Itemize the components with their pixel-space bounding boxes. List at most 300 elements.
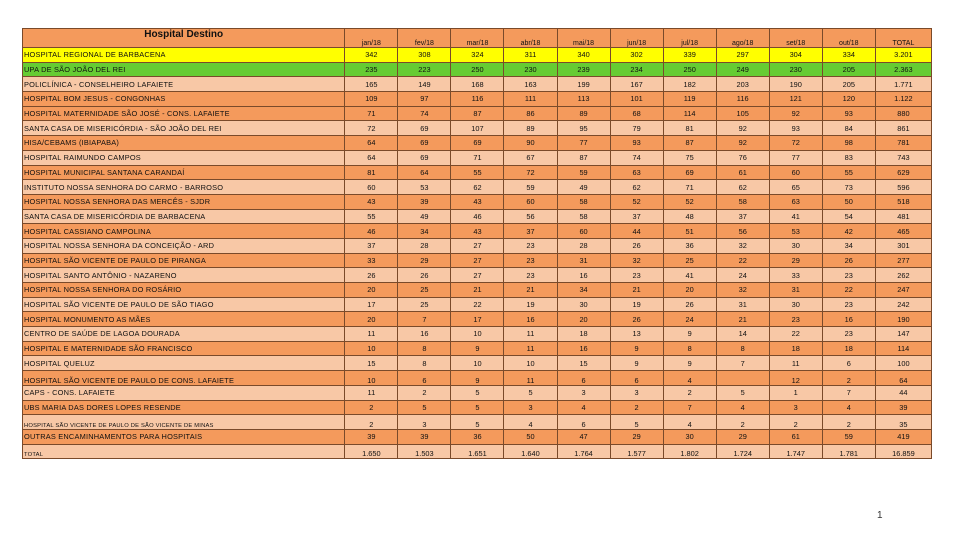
month-value-cell: 63 (610, 165, 663, 180)
month-value-cell: 31 (557, 253, 610, 268)
column-header-hospital: Hospital Destino (23, 29, 345, 48)
table-row (23, 297, 932, 312)
month-value-cell: 54 (822, 209, 875, 224)
month-value-cell: 203 (716, 77, 769, 92)
month-value-cell: 8 (663, 341, 716, 356)
hospital-name-cell: HOSPITAL RAIMUNDO CAMPOS (23, 150, 345, 165)
month-value-cell: 4 (822, 400, 875, 415)
month-value-cell: 2 (663, 385, 716, 400)
page-number: 1 (877, 510, 883, 521)
month-value-cell: 61 (769, 429, 822, 444)
month-value-cell: 41 (663, 268, 716, 283)
month-value-cell: 52 (610, 194, 663, 209)
month-value-cell: 93 (769, 121, 822, 136)
month-value-cell: 84 (822, 121, 875, 136)
month-value-cell: 79 (610, 121, 663, 136)
column-header-month: out/18 (822, 29, 875, 48)
hospital-name-cell: HOSPITAL SANTO ANTÔNIO - NAZARENO (23, 268, 345, 283)
month-value-cell: 92 (769, 106, 822, 121)
row-total-cell: 629 (875, 165, 931, 180)
row-total-cell: 861 (875, 121, 931, 136)
month-value-cell: 49 (557, 180, 610, 195)
month-value-cell: 34 (398, 224, 451, 239)
month-value-cell: 52 (663, 194, 716, 209)
month-value-cell: 12 (769, 371, 822, 386)
month-value-cell: 73 (822, 180, 875, 195)
month-value-cell: 7 (822, 385, 875, 400)
month-value-cell: 1.503 (398, 444, 451, 459)
month-value-cell: 43 (451, 224, 504, 239)
month-value-cell: 1.764 (557, 444, 610, 459)
month-value-cell: 71 (663, 180, 716, 195)
month-value-cell: 22 (822, 283, 875, 298)
month-value-cell: 11 (769, 356, 822, 371)
month-value-cell: 43 (451, 194, 504, 209)
month-value-cell: 62 (716, 180, 769, 195)
month-value-cell: 5 (504, 385, 557, 400)
month-value-cell: 37 (716, 209, 769, 224)
month-value-cell: 13 (610, 327, 663, 342)
month-value-cell: 47 (557, 429, 610, 444)
month-value-cell: 302 (610, 48, 663, 63)
month-value-cell: 50 (504, 429, 557, 444)
month-value-cell: 1.577 (610, 444, 663, 459)
month-value-cell: 116 (716, 92, 769, 107)
month-value-cell: 24 (716, 268, 769, 283)
table-row (23, 341, 932, 356)
month-value-cell: 1.650 (345, 444, 398, 459)
hospital-name-cell: SANTA CASA DE MISERICÓRDIA - SÃO JOÃO DEL REI (23, 121, 345, 136)
month-value-cell: 33 (769, 268, 822, 283)
month-value-cell: 69 (451, 136, 504, 151)
table-row (23, 429, 932, 444)
table-row (23, 385, 932, 400)
month-value-cell: 63 (769, 194, 822, 209)
table-row (23, 415, 932, 430)
month-value-cell: 87 (557, 150, 610, 165)
month-value-cell: 46 (451, 209, 504, 224)
month-value-cell: 2 (610, 400, 663, 415)
table-row (23, 312, 932, 327)
month-value-cell: 32 (716, 283, 769, 298)
month-value-cell: 93 (610, 136, 663, 151)
month-value-cell: 8 (716, 341, 769, 356)
table-row (23, 371, 932, 386)
hospital-name-cell: CAPS - CONS. LAFAIETE (23, 385, 345, 400)
month-value-cell: 65 (769, 180, 822, 195)
month-value-cell: 2 (345, 415, 398, 430)
month-value-cell: 324 (451, 48, 504, 63)
month-value-cell: 59 (822, 429, 875, 444)
month-value-cell: 149 (398, 77, 451, 92)
month-value-cell: 5 (610, 415, 663, 430)
month-value-cell: 2 (822, 415, 875, 430)
month-value-cell: 8 (398, 356, 451, 371)
month-value-cell: 27 (451, 268, 504, 283)
month-value-cell: 60 (504, 194, 557, 209)
month-value-cell: 30 (663, 429, 716, 444)
hospital-name-cell: UBS MARIA DAS DORES LOPES RESENDE (23, 400, 345, 415)
column-header-month: ago/18 (716, 29, 769, 48)
month-value-cell: 77 (557, 136, 610, 151)
month-value-cell: 16 (557, 268, 610, 283)
month-value-cell: 32 (716, 238, 769, 253)
row-total-cell: 35 (875, 415, 931, 430)
month-value-cell: 15 (557, 356, 610, 371)
month-value-cell: 334 (822, 48, 875, 63)
month-value-cell: 111 (504, 92, 557, 107)
hospital-name-cell: HISA/CEBAMS (IBIAPABA) (23, 136, 345, 151)
month-value-cell: 62 (610, 180, 663, 195)
month-value-cell: 339 (663, 48, 716, 63)
table-row (23, 77, 932, 92)
month-value-cell: 23 (769, 312, 822, 327)
row-total-cell: 44 (875, 385, 931, 400)
row-total-cell: 419 (875, 429, 931, 444)
row-total-cell: 190 (875, 312, 931, 327)
month-value-cell: 3 (557, 385, 610, 400)
month-value-cell: 29 (716, 429, 769, 444)
month-value-cell: 7 (716, 356, 769, 371)
hospital-name-cell: HOSPITAL SÃO VICENTE DE PAULO DE PIRANGA (23, 253, 345, 268)
month-value-cell: 39 (398, 429, 451, 444)
month-value-cell: 16 (557, 341, 610, 356)
month-value-cell: 30 (769, 297, 822, 312)
hospital-name-cell: CENTRO DE SAÚDE DE LAGOA DOURADA (23, 327, 345, 342)
hospital-name-cell: HOSPITAL NOSSA SENHORA DO ROSÁRIO (23, 283, 345, 298)
month-value-cell: 14 (716, 327, 769, 342)
month-value-cell: 3 (398, 415, 451, 430)
row-total-cell: 39 (875, 400, 931, 415)
month-value-cell: 113 (557, 92, 610, 107)
month-value-cell: 33 (345, 253, 398, 268)
month-value-cell: 311 (504, 48, 557, 63)
table-body (23, 48, 932, 459)
month-value-cell: 26 (398, 268, 451, 283)
month-value-cell: 60 (769, 165, 822, 180)
month-value-cell: 107 (451, 121, 504, 136)
month-value-cell: 29 (769, 253, 822, 268)
month-value-cell: 76 (716, 150, 769, 165)
month-value-cell: 119 (663, 92, 716, 107)
row-total-cell: 301 (875, 238, 931, 253)
month-value-cell: 23 (504, 268, 557, 283)
month-value-cell: 60 (557, 224, 610, 239)
month-value-cell: 26 (610, 238, 663, 253)
month-value-cell: 87 (663, 136, 716, 151)
month-value-cell: 31 (716, 297, 769, 312)
row-total-cell: 64 (875, 371, 931, 386)
month-value-cell: 4 (663, 415, 716, 430)
month-value-cell: 92 (716, 121, 769, 136)
table-row (23, 268, 932, 283)
month-value-cell: 297 (716, 48, 769, 63)
month-value-cell: 25 (398, 283, 451, 298)
hospital-name-cell: HOSPITAL MONUMENTO AS MÃES (23, 312, 345, 327)
month-value-cell: 165 (345, 77, 398, 92)
month-value-cell: 11 (504, 327, 557, 342)
month-value-cell: 205 (822, 77, 875, 92)
month-value-cell: 114 (663, 106, 716, 121)
month-value-cell: 11 (504, 341, 557, 356)
month-value-cell: 20 (345, 312, 398, 327)
month-value-cell: 26 (822, 253, 875, 268)
row-total-cell: 481 (875, 209, 931, 224)
month-value-cell: 97 (398, 92, 451, 107)
month-value-cell: 249 (716, 62, 769, 77)
hospital-name-cell: HOSPITAL REGIONAL DE BARBACENA (23, 48, 345, 63)
month-value-cell: 5 (398, 400, 451, 415)
table-row (23, 356, 932, 371)
month-value-cell: 16 (822, 312, 875, 327)
month-value-cell: 21 (504, 283, 557, 298)
row-total-cell: 16.859 (875, 444, 931, 459)
month-value-cell: 9 (451, 341, 504, 356)
table-row (23, 165, 932, 180)
month-value-cell: 69 (398, 150, 451, 165)
column-header-month: mai/18 (557, 29, 610, 48)
table-row (23, 106, 932, 121)
month-value-cell: 20 (557, 312, 610, 327)
month-value-cell: 31 (769, 283, 822, 298)
row-total-cell: 114 (875, 341, 931, 356)
month-value-cell: 89 (557, 106, 610, 121)
month-value-cell: 5 (451, 415, 504, 430)
month-value-cell: 74 (398, 106, 451, 121)
column-header-month: set/18 (769, 29, 822, 48)
column-header-month: mar/18 (451, 29, 504, 48)
month-value-cell: 64 (345, 136, 398, 151)
header-row (23, 29, 932, 48)
row-total-cell: 242 (875, 297, 931, 312)
month-value-cell: 67 (504, 150, 557, 165)
month-value-cell: 20 (345, 283, 398, 298)
month-value-cell: 10 (451, 327, 504, 342)
month-value-cell: 46 (345, 224, 398, 239)
month-value-cell: 58 (557, 194, 610, 209)
month-value-cell: 250 (663, 62, 716, 77)
table-row (23, 238, 932, 253)
month-value-cell: 44 (610, 224, 663, 239)
hospital-name-cell: UPA DE SÃO JOÃO DEL REI (23, 62, 345, 77)
month-value-cell: 58 (716, 194, 769, 209)
month-value-cell: 1.724 (716, 444, 769, 459)
month-value-cell: 2 (398, 385, 451, 400)
month-value-cell: 342 (345, 48, 398, 63)
month-value-cell: 55 (451, 165, 504, 180)
month-value-cell: 75 (663, 150, 716, 165)
row-total-cell: 2.363 (875, 62, 931, 77)
month-value-cell: 53 (398, 180, 451, 195)
month-value-cell: 59 (504, 180, 557, 195)
hospital-name-cell: HOSPITAL NOSSA SENHORA DAS MERCÊS - SJDR (23, 194, 345, 209)
table-row (23, 150, 932, 165)
column-header-month: jun/18 (610, 29, 663, 48)
hospital-name-cell: HOSPITAL BOM JESUS - CONGONHAS (23, 92, 345, 107)
month-value-cell: 72 (345, 121, 398, 136)
table-row (23, 194, 932, 209)
month-value-cell: 11 (504, 371, 557, 386)
month-value-cell: 98 (822, 136, 875, 151)
row-total-cell: 1.122 (875, 92, 931, 107)
row-total-cell: 518 (875, 194, 931, 209)
month-value-cell: 22 (716, 253, 769, 268)
row-total-cell: 147 (875, 327, 931, 342)
month-value-cell: 11 (345, 327, 398, 342)
month-value-cell: 5 (451, 385, 504, 400)
table-row (23, 224, 932, 239)
month-value-cell: 81 (345, 165, 398, 180)
hospital-name-cell: HOSPITAL MUNICIPAL SANTANA CARANDAÍ (23, 165, 345, 180)
month-value-cell: 95 (557, 121, 610, 136)
month-value-cell: 116 (451, 92, 504, 107)
month-value-cell: 77 (769, 150, 822, 165)
month-value-cell: 55 (345, 209, 398, 224)
column-header-month: fev/18 (398, 29, 451, 48)
month-value-cell: 22 (451, 297, 504, 312)
month-value-cell: 18 (769, 341, 822, 356)
month-value-cell: 29 (398, 253, 451, 268)
month-value-cell: 17 (345, 297, 398, 312)
month-value-cell: 39 (398, 194, 451, 209)
month-value-cell: 1.802 (663, 444, 716, 459)
month-value-cell: 48 (663, 209, 716, 224)
month-value-cell: 26 (345, 268, 398, 283)
row-total-cell: 743 (875, 150, 931, 165)
month-value-cell: 1.747 (769, 444, 822, 459)
column-header-total: TOTAL (875, 29, 931, 48)
month-value-cell: 20 (663, 283, 716, 298)
hospital-destination-table (22, 28, 932, 459)
month-value-cell: 4 (716, 400, 769, 415)
column-header-month: jan/18 (345, 29, 398, 48)
month-value-cell: 41 (769, 209, 822, 224)
month-value-cell: 10 (345, 371, 398, 386)
month-value-cell: 71 (451, 150, 504, 165)
month-value-cell: 37 (610, 209, 663, 224)
row-total-cell: 3.201 (875, 48, 931, 63)
hospital-name-cell: POLICLÍNICA - CONSELHEIRO LAFAIETE (23, 77, 345, 92)
row-total-cell: 596 (875, 180, 931, 195)
month-value-cell: 2 (716, 415, 769, 430)
month-value-cell: 69 (398, 136, 451, 151)
month-value-cell: 9 (610, 356, 663, 371)
month-value-cell: 4 (663, 371, 716, 386)
month-value-cell: 18 (822, 341, 875, 356)
month-value-cell: 23 (504, 253, 557, 268)
month-value-cell: 28 (557, 238, 610, 253)
month-value-cell: 6 (557, 371, 610, 386)
month-value-cell: 15 (345, 356, 398, 371)
month-value-cell: 6 (610, 371, 663, 386)
month-value-cell: 190 (769, 77, 822, 92)
month-value-cell: 59 (557, 165, 610, 180)
month-value-cell: 2 (769, 415, 822, 430)
hospital-name-cell: HOSPITAL E MATERNIDADE SÃO FRANCISCO (23, 341, 345, 356)
column-header-month: jul/18 (663, 29, 716, 48)
month-value-cell: 49 (398, 209, 451, 224)
month-value-cell: 28 (398, 238, 451, 253)
month-value-cell: 23 (504, 238, 557, 253)
month-value-cell: 120 (822, 92, 875, 107)
hospital-name-cell: HOSPITAL MATERNIDADE SÃO JOSÉ - CONS. LAFAIETE (23, 106, 345, 121)
row-total-cell: 465 (875, 224, 931, 239)
month-value-cell: 42 (822, 224, 875, 239)
month-value-cell: 3 (769, 400, 822, 415)
month-value-cell: 250 (451, 62, 504, 77)
month-value-cell: 23 (822, 297, 875, 312)
month-value-cell: 90 (504, 136, 557, 151)
month-value-cell: 304 (769, 48, 822, 63)
month-value-cell: 30 (769, 238, 822, 253)
month-value-cell: 9 (610, 341, 663, 356)
month-value-cell: 27 (451, 253, 504, 268)
month-value-cell: 64 (398, 165, 451, 180)
month-value-cell: 56 (504, 209, 557, 224)
month-value-cell: 7 (663, 400, 716, 415)
row-total-cell: 880 (875, 106, 931, 121)
table-row (23, 180, 932, 195)
month-value-cell: 1.651 (451, 444, 504, 459)
row-total-cell: 100 (875, 356, 931, 371)
month-value-cell: 29 (610, 429, 663, 444)
table-row (23, 400, 932, 415)
month-value-cell: 71 (345, 106, 398, 121)
month-value-cell: 19 (610, 297, 663, 312)
month-value-cell: 223 (398, 62, 451, 77)
month-value-cell: 36 (451, 429, 504, 444)
month-value-cell: 72 (769, 136, 822, 151)
month-value-cell: 72 (504, 165, 557, 180)
month-value-cell: 121 (769, 92, 822, 107)
month-value-cell: 4 (504, 415, 557, 430)
month-value-cell: 235 (345, 62, 398, 77)
month-value-cell: 199 (557, 77, 610, 92)
table-row (23, 62, 932, 77)
month-value-cell: 50 (822, 194, 875, 209)
month-value-cell: 17 (451, 312, 504, 327)
month-value-cell: 2 (822, 371, 875, 386)
month-value-cell: 64 (345, 150, 398, 165)
month-value-cell: 34 (822, 238, 875, 253)
hospital-name-cell: INSTITUTO NOSSA SENHORA DO CARMO - BARROSO (23, 180, 345, 195)
month-value-cell: 1.781 (822, 444, 875, 459)
month-value-cell: 230 (769, 62, 822, 77)
hospital-name-cell: OUTRAS ENCAMINHAMENTOS PARA HOSPITAIS (23, 429, 345, 444)
row-total-cell: 1.771 (875, 77, 931, 92)
month-value-cell: 53 (769, 224, 822, 239)
month-value-cell: 55 (822, 165, 875, 180)
month-value-cell: 2 (345, 400, 398, 415)
hospital-name-cell: SANTA CASA DE MISERICÓRDIA DE BARBACENA (23, 209, 345, 224)
total-row (23, 444, 932, 459)
month-value-cell: 109 (345, 92, 398, 107)
month-value-cell: 167 (610, 77, 663, 92)
month-value-cell: 32 (610, 253, 663, 268)
month-value-cell: 3 (504, 400, 557, 415)
month-value-cell: 81 (663, 121, 716, 136)
month-value-cell: 58 (557, 209, 610, 224)
month-value-cell: 5 (451, 400, 504, 415)
month-value-cell: 56 (716, 224, 769, 239)
month-value-cell: 37 (504, 224, 557, 239)
month-value-cell: 69 (663, 165, 716, 180)
month-value-cell: 89 (504, 121, 557, 136)
month-value-cell: 1.640 (504, 444, 557, 459)
hospital-name-cell: HOSPITAL NOSSA SENHORA DA CONCEIÇÃO - ARD (23, 238, 345, 253)
month-value-cell: 6 (398, 371, 451, 386)
month-value-cell: 7 (398, 312, 451, 327)
